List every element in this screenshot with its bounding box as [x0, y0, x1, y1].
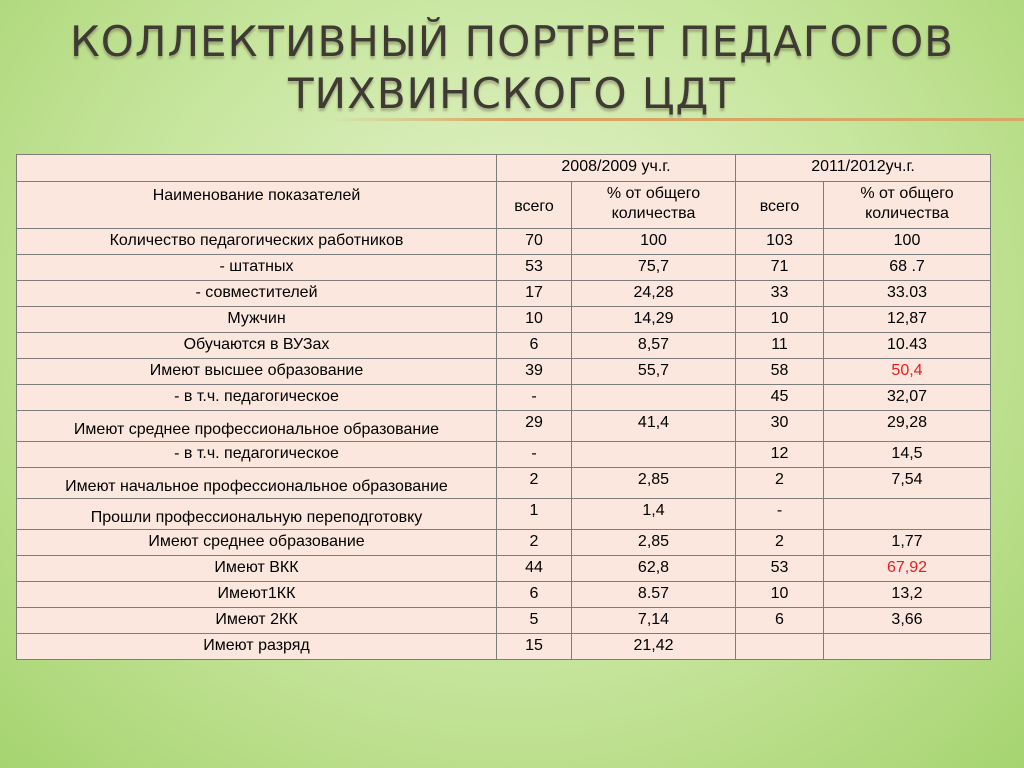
- row-indicator-name: Имеют среднее образование: [17, 530, 497, 556]
- row-total-2011: 30: [736, 411, 824, 442]
- row-total-2011: 53: [736, 556, 824, 582]
- row-indicator-name: - в т.ч. педагогическое: [17, 442, 497, 468]
- header-total-2: всего: [736, 182, 824, 229]
- row-percent-2011: 1,77: [824, 530, 991, 556]
- row-percent-2011: 29,28: [824, 411, 991, 442]
- row-total-2011: -: [736, 499, 824, 530]
- row-total-2011: [736, 634, 824, 660]
- table-row: [17, 333, 991, 359]
- title-underline: [330, 118, 1024, 121]
- row-percent-2008: 14,29: [572, 307, 736, 333]
- row-percent-2008: 24,28: [572, 281, 736, 307]
- row-percent-2008: [572, 442, 736, 468]
- header-row-periods: [17, 155, 991, 182]
- row-percent-2011: 100: [824, 229, 991, 255]
- table-row: [17, 442, 991, 468]
- row-indicator-name: Прошли профессиональную переподготовку: [17, 499, 497, 530]
- row-percent-2011: 13,2: [824, 582, 991, 608]
- row-total-2011: 71: [736, 255, 824, 281]
- title-line-1: КОЛЛЕКТИВНЫЙ ПОРТРЕТ ПЕДАГОГОВ: [69, 17, 954, 66]
- row-indicator-name: Имеют среднее профессиональное образование: [17, 411, 497, 442]
- row-total-2011: 10: [736, 307, 824, 333]
- row-percent-2011: 3,66: [824, 608, 991, 634]
- row-total-2008: 6: [497, 333, 572, 359]
- row-indicator-name: Имеют начальное профессиональное образование: [17, 468, 497, 499]
- header-period-2008: 2008/2009 уч.г.: [497, 155, 736, 182]
- table-row: [17, 608, 991, 634]
- row-percent-2008: 21,42: [572, 634, 736, 660]
- row-percent-2008: [572, 385, 736, 411]
- row-total-2011: 33: [736, 281, 824, 307]
- row-indicator-name: Количество педагогических работников: [17, 229, 497, 255]
- row-total-2011: 103: [736, 229, 824, 255]
- row-percent-2008: 62,8: [572, 556, 736, 582]
- row-percent-2008: 41,4: [572, 411, 736, 442]
- row-total-2008: 70: [497, 229, 572, 255]
- table-row: [17, 307, 991, 333]
- row-indicator-name: Имеют высшее образование: [17, 359, 497, 385]
- header-empty-cell: [17, 155, 497, 182]
- row-total-2011: 2: [736, 468, 824, 499]
- row-indicator-name: Мужчин: [17, 307, 497, 333]
- row-total-2008: -: [497, 385, 572, 411]
- row-percent-2008: 55,7: [572, 359, 736, 385]
- row-percent-2008: 1,4: [572, 499, 736, 530]
- row-indicator-name: Имеют 2КК: [17, 608, 497, 634]
- row-total-2008: 5: [497, 608, 572, 634]
- table-row: [17, 359, 991, 385]
- row-indicator-name: Имеют разряд: [17, 634, 497, 660]
- row-percent-2008: 75,7: [572, 255, 736, 281]
- row-percent-2008: 8,57: [572, 333, 736, 359]
- row-percent-2011: 50,4: [824, 359, 991, 385]
- row-total-2008: 53: [497, 255, 572, 281]
- row-indicator-name: - в т.ч. педагогическое: [17, 385, 497, 411]
- row-total-2011: 2: [736, 530, 824, 556]
- row-total-2011: 10: [736, 582, 824, 608]
- teachers-table: [16, 154, 991, 660]
- table-row: [17, 468, 991, 499]
- row-percent-2011: 10.43: [824, 333, 991, 359]
- row-total-2008: -: [497, 442, 572, 468]
- table-row: [17, 411, 991, 442]
- row-total-2008: 6: [497, 582, 572, 608]
- table-row: [17, 634, 991, 660]
- slide-title: [0, 16, 1024, 120]
- header-percent-1: % от общего количества: [572, 182, 736, 229]
- row-percent-2008: 2,85: [572, 530, 736, 556]
- row-percent-2011: 32,07: [824, 385, 991, 411]
- row-total-2011: 11: [736, 333, 824, 359]
- table-row: [17, 281, 991, 307]
- header-indicator-name: Наименование показателей: [17, 182, 497, 229]
- table-row: [17, 229, 991, 255]
- header-row-columns: [17, 182, 991, 229]
- table-row: [17, 385, 991, 411]
- table-row: [17, 255, 991, 281]
- row-total-2008: 1: [497, 499, 572, 530]
- row-percent-2011: 12,87: [824, 307, 991, 333]
- row-indicator-name: - штатных: [17, 255, 497, 281]
- row-percent-2011: [824, 499, 991, 530]
- row-total-2011: 6: [736, 608, 824, 634]
- row-total-2008: 39: [497, 359, 572, 385]
- header-period-2011: 2011/2012уч.г.: [736, 155, 991, 182]
- table-body: [17, 229, 991, 660]
- row-total-2008: 15: [497, 634, 572, 660]
- row-total-2008: 17: [497, 281, 572, 307]
- row-percent-2011: [824, 634, 991, 660]
- row-percent-2008: 100: [572, 229, 736, 255]
- row-percent-2011: 7,54: [824, 468, 991, 499]
- row-total-2011: 58: [736, 359, 824, 385]
- header-total-1: всего: [497, 182, 572, 229]
- row-total-2011: 12: [736, 442, 824, 468]
- row-percent-2008: 2,85: [572, 468, 736, 499]
- row-percent-2011: 67,92: [824, 556, 991, 582]
- row-percent-2011: 68 .7: [824, 255, 991, 281]
- row-percent-2008: 7,14: [572, 608, 736, 634]
- row-total-2008: 2: [497, 468, 572, 499]
- row-indicator-name: - совместителей: [17, 281, 497, 307]
- row-percent-2008: 8.57: [572, 582, 736, 608]
- table-row: [17, 556, 991, 582]
- row-total-2011: 45: [736, 385, 824, 411]
- row-total-2008: 2: [497, 530, 572, 556]
- title-line-2: ТИХВИНСКОГО ЦДТ: [288, 69, 736, 118]
- row-total-2008: 10: [497, 307, 572, 333]
- row-total-2008: 44: [497, 556, 572, 582]
- row-total-2008: 29: [497, 411, 572, 442]
- header-percent-2: % от общего количества: [824, 182, 991, 229]
- table-row: [17, 582, 991, 608]
- row-indicator-name: Имеют ВКК: [17, 556, 497, 582]
- row-indicator-name: Обучаются в ВУЗах: [17, 333, 497, 359]
- table-row: [17, 499, 991, 530]
- row-percent-2011: 14,5: [824, 442, 991, 468]
- row-percent-2011: 33.03: [824, 281, 991, 307]
- row-indicator-name: Имеют1КК: [17, 582, 497, 608]
- table-row: [17, 530, 991, 556]
